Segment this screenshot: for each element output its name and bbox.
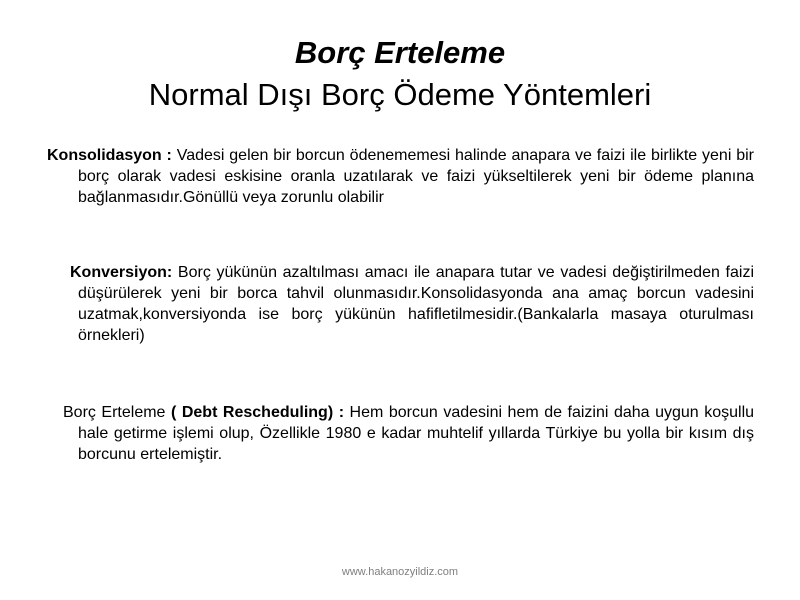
slide-title: [0, 32, 800, 116]
definition-konversiyon: Borç yükünün azaltılması amacı ile anapara tutar ve vadesi değiştirilmeden faizi düşürülerek yeni bir borca tahvil olunmasıdır.Konsolidasyonda ana amaç borcun vadesini uzatmak,konversiyonda ise borç yükünün hafifletilmesidir.(Bankalarla masaya oturulması örnekleri): [78, 264, 754, 344]
term-debt-rescheduling: ( Debt Rescheduling) :: [170, 404, 345, 421]
slide-subtitle: Normal Dışı Borç Ödeme Yöntemleri: [148, 77, 652, 112]
paragraph-konversiyon: [70, 262, 754, 346]
paragraph-konsolidasyon: [47, 145, 755, 208]
definition-konsolidasyon: Vadesi gelen bir borcun ödenememesi halinde anapara ve faizi ile birlikte yeni bir borç olarak vadesi eskisine oranla uzatılarak ve faizi yükseltilerek yeni bir ödeme planına bağlanmasıdır.Gönüllü veya zorunlu olabilir: [78, 147, 755, 206]
definition-borc-erteleme: Hem borcun vadesini hem de faizini daha uygun koşullu hale getirme işlemi olup, Özellikle 1980 e kadar muhtelif yıllarda Türkiye bu yolla bir kısım dış borcunu ertelemiştir.: [78, 404, 755, 463]
paragraph-borc-erteleme: [63, 402, 755, 465]
footer-website: www.hakanozyildiz.com: [341, 566, 459, 578]
term-konversiyon: Konversiyon:: [70, 264, 173, 281]
term-konsolidasyon: Konsolidasyon :: [47, 147, 172, 164]
slide-title-main: Borç Erteleme: [294, 35, 506, 70]
prefix-borc-erteleme: Borç Erteleme: [63, 404, 171, 421]
